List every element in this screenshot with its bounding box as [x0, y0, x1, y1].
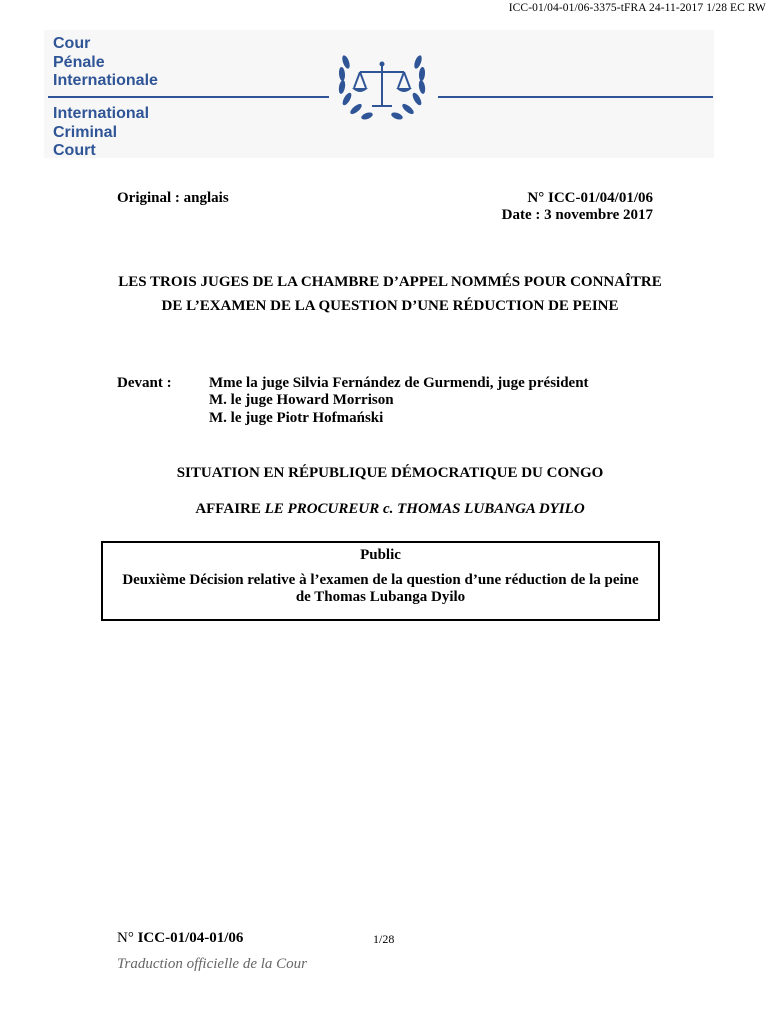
original-language: Original : anglais [117, 190, 229, 206]
footer-number-prefix: N° [117, 930, 138, 946]
case-number: N° ICC-01/04/01/06 [527, 190, 653, 206]
letterhead-rule-left [48, 96, 329, 98]
court-name-french: Cour Pénale Internationale [53, 35, 158, 89]
judge-second: M. le juge Howard Morrison [209, 392, 394, 408]
translation-note: Traduction officielle de la Cour [117, 956, 307, 972]
letterhead-rule-right [438, 96, 713, 98]
footer-case-number [117, 930, 243, 947]
case-prefix: AFFAIRE [195, 501, 265, 517]
chamber-title-line-2: DE L’EXAMEN DE LA QUESTION D’UNE RÉDUCTION DE PEINE [161, 298, 619, 314]
judge-third: M. le juge Piotr Hofmański [209, 410, 384, 426]
icc-emblem-icon [330, 40, 434, 126]
situation-title: SITUATION EN RÉPUBLIQUE DÉMOCRATIQUE DU CONGO [176, 465, 604, 481]
bench-label: Devant : [117, 375, 172, 391]
court-name-english: International Criminal Court [53, 105, 150, 159]
case-title [60, 500, 720, 518]
decision-title-line-2: de Thomas Lubanga Dyilo [295, 589, 466, 605]
classification-label: Public [360, 547, 401, 563]
footer-number-value: ICC-01/04-01/06 [137, 930, 244, 946]
chamber-title-line-1: LES TROIS JUGES DE LA CHAMBRE D’APPEL NOMMÉS POUR CONNAÎTRE [118, 274, 662, 290]
decision-title-line-1: Deuxième Décision relative à l’examen de la question d’une réduction de la peine [122, 572, 639, 588]
document-reference: ICC-01/04-01/06-3375-tFRA 24-11-2017 1/28 EC RW [508, 2, 766, 14]
page-number: 1/28 [373, 932, 395, 946]
judge-presiding: Mme la juge Silvia Fernández de Gurmendi, juge président [209, 375, 589, 391]
document-date: Date : 3 novembre 2017 [501, 207, 653, 223]
case-parties: LE PROCUREUR c. THOMAS LUBANGA DYILO [264, 501, 585, 517]
